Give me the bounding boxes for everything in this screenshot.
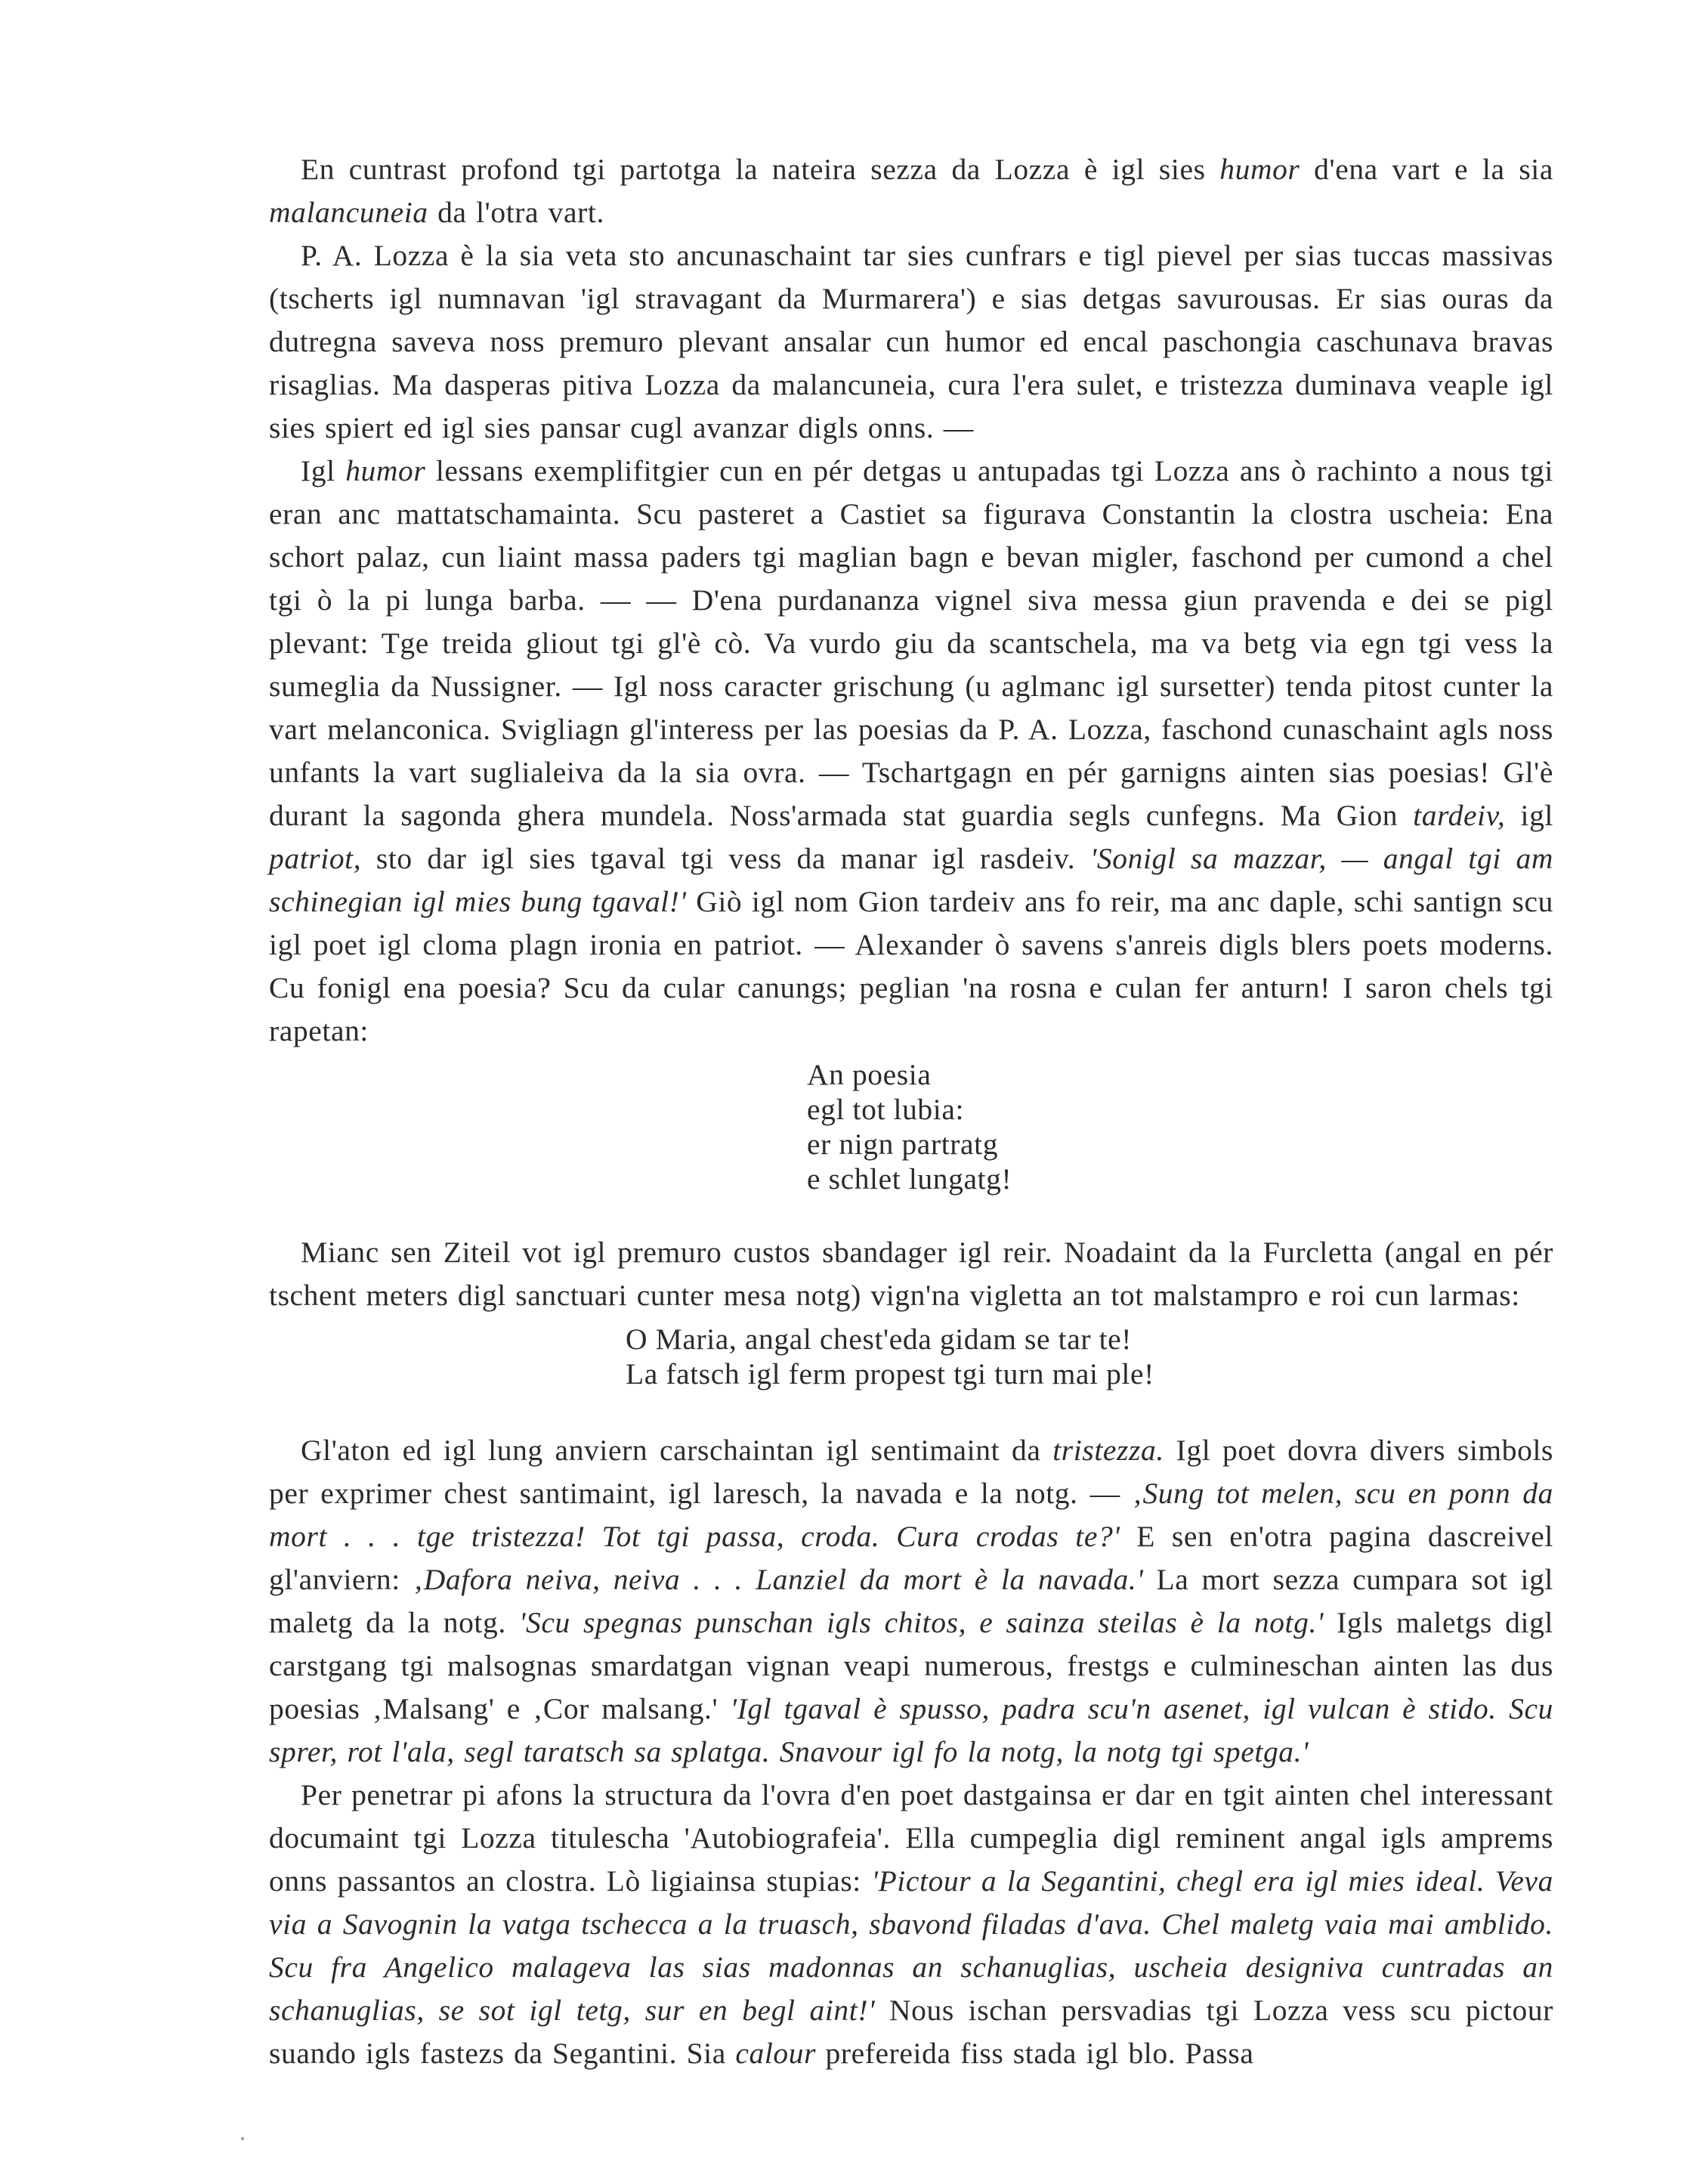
- text-run: P. A. Lozza è la sia veta sto ancunaschaint tar sies cunfrars e tigl pievel per sias tuccas massivas (tscherts igl numnavan 'igl stravagant da Murmarera') e sias detgas savurousas. Er sias ouras da dutregna saveva noss premuro plevant ansalar cun humor ed encal paschongia caschunava bravas risaglias. Ma dasperas pitiva Lozza da malancuneia, cura l'era sulet, e tristezza duminava veaple igl sies spiert ed igl sies pansar cugl avanzar digls onns. —: [269, 239, 1553, 444]
- italic-run: humor: [345, 454, 426, 487]
- text-run: d'ena vart e la sia: [1300, 153, 1553, 186]
- poem-line: La fatsch igl ferm propest tgi turn mai ple!: [626, 1357, 1154, 1391]
- italic-run: patriot,: [269, 842, 362, 875]
- italic-run: ‚Sung tot melen, scu en ponn da mort . . . tge tristezza! Tot tgi passa, croda. Cura crodas te?': [269, 1477, 1553, 1553]
- italic-run: ‚Dafora neiva, neiva . . . Lanziel da mort è la navada.': [413, 1563, 1144, 1596]
- text-run: lessans exemplifitgier cun en pér detgas u antupadas tgi Lozza ans ò rachinto a nous tgi eran anc mattatschamainta. Scu pasteret a Castiet sa figurava Constantin la clostra uscheia: Ena schort palaz, cun liaint massa paders tgi maglian bagn e bevan migler, faschond per cumond a chel tgi ò la pi lunga barba. — — D'ena purdananza vignel siva messa giun pravenda e dei se pigl plevant: Tge treida gliout tgi gl'è cò. Va vurdo giu da scantschela, ma va betg via egn tgi vess la sumeglia da Nussigner. — Igl noss caracter grischung (u aglmanc igl sursetter) tenda pitost cunter la vart melanconica. Svigliagn gl'interess per las poesias da P. A. Lozza, faschond cunaschaint agls noss unfants la vart suglialeiva da la sia ovra. — Tschartgagn en pér garnigns ainten sias poesias! Gl'è durant la sagonda ghera mundela. Noss'armada stat guardia segls cunfegns. Ma Gion: [269, 454, 1553, 832]
- text-run: Igls maletgs digl carstgang tgi malsognas smardatgan vignan veapi numerous, frestgs e culmineschan ainten las dus poesias ‚Malsang' e ‚Cor malsang.': [269, 1606, 1554, 1725]
- poem-line: er nign partratg: [807, 1128, 999, 1161]
- text-run: Mianc sen Ziteil vot igl premuro custos sbandager igl reir. Noadaint da la Furcletta (angal en pér tschent meters digl sanctuari cunter mesa notg) vign'na vigletta an tot malstampro e roi cun larmas:: [269, 1236, 1553, 1312]
- poem-line: O Maria, angal chest'eda gidam se tar te!: [626, 1322, 1133, 1356]
- poem-line: e schlet lungatg!: [807, 1162, 1012, 1196]
- italic-run: tardeiv,: [1413, 799, 1506, 832]
- paragraph-2: [269, 234, 1553, 450]
- text-run: En cuntrast profond tgi partotga la nateira sezza da Lozza è igl sies: [301, 153, 1220, 186]
- poem-stanza-1: [807, 1057, 1553, 1196]
- italic-run: 'Pictour a la Segantini, chegl era igl mies ideal. Veva via a Savognin la vatga tschecca a la truasch, sbavond filadas d'ava. Chel maletg vaia mai amblido. Scu fra Angelico malageva las sias madonnas an schanuglias, uscheia designiva cuntradas an schanuglias, se sot igl tetg, sur en begl aint!': [269, 1864, 1554, 2027]
- italic-run: 'Igl tgaval è spusso, padra scu'n asenet, igl vulcan è stido. Scu sprer, rot l'ala, segl taratsch sa splatga. Snavour igl fo la notg, la notg tgi spetga.': [269, 1692, 1553, 1768]
- italic-run: tristezza.: [1052, 1434, 1164, 1467]
- text-run: Igl poet dovra divers simbols per exprimer chest santimaint, igl laresch, la navada e la notg. —: [269, 1434, 1553, 1510]
- text-run: Per penetrar pi afons la structura da l'ovra d'en poet dastgainsa er dar en tgit ainten chel interessant documaint tgi Lozza titulescha 'Autobiografeia'. Ella cumpeglia digl reminent angal igls amprems onns passantos an clostra. Lò ligiainsa stupias:: [269, 1778, 1553, 1898]
- italic-run: calour: [735, 2037, 817, 2070]
- poem-stanza-2: [626, 1322, 1553, 1391]
- text-run: igl: [1505, 799, 1553, 832]
- text-run: Nous ischan persvadias tgi Lozza vess scu pictour suando igls fastezs da Segantini. Sia: [269, 1994, 1553, 2070]
- paragraph-3: [269, 450, 1553, 1053]
- paragraph-1: [269, 148, 1553, 234]
- poem-line: egl tot lubia:: [807, 1093, 965, 1126]
- text-run: da l'otra vart.: [428, 196, 604, 229]
- italic-run: 'Scu spegnas punschan igls chitos, e sainza steilas è la notg.': [518, 1606, 1324, 1639]
- text-run: prefereida fiss stada igl blo. Passa: [816, 2037, 1254, 2070]
- document-page: [269, 148, 1553, 2075]
- italic-run: malancuneia: [269, 196, 428, 229]
- text-run: La mort sezza cumpara sot igl maletg da la notg.: [269, 1563, 1553, 1639]
- italic-run: humor: [1219, 153, 1300, 186]
- text-run: sto dar igl sies tgaval tgi vess da manar igl rasdeiv.: [361, 842, 1090, 875]
- text-run: Gl'aton ed igl lung anviern carschaintan igl sentimaint da: [301, 1434, 1053, 1467]
- text-run: Igl: [301, 454, 346, 487]
- paragraph-4: [269, 1231, 1553, 1317]
- paragraph-6: [269, 1774, 1553, 2075]
- text-run: E sen en'otra pagina dascreivel gl'anviern:: [269, 1520, 1553, 1596]
- poem-line: An poesia: [807, 1058, 932, 1091]
- scan-speck: [241, 2137, 244, 2140]
- italic-run: 'Sonigl sa mazzar, — angal tgi am schinegian igl mies bung tgaval!': [269, 842, 1553, 918]
- paragraph-5: [269, 1429, 1553, 1774]
- text-run: Giò igl nom Gion tardeiv ans fo reir, ma anc daple, schi santign scu igl poet igl cloma plagn ironia en patriot. — Alexander ò savens s'anreis digls blers poets moderns. Cu fonigl ena poesia? Scu da cular canungs; peglian 'na rosna e culan fer anturn! I saron chels tgi rapetan:: [269, 885, 1553, 1047]
